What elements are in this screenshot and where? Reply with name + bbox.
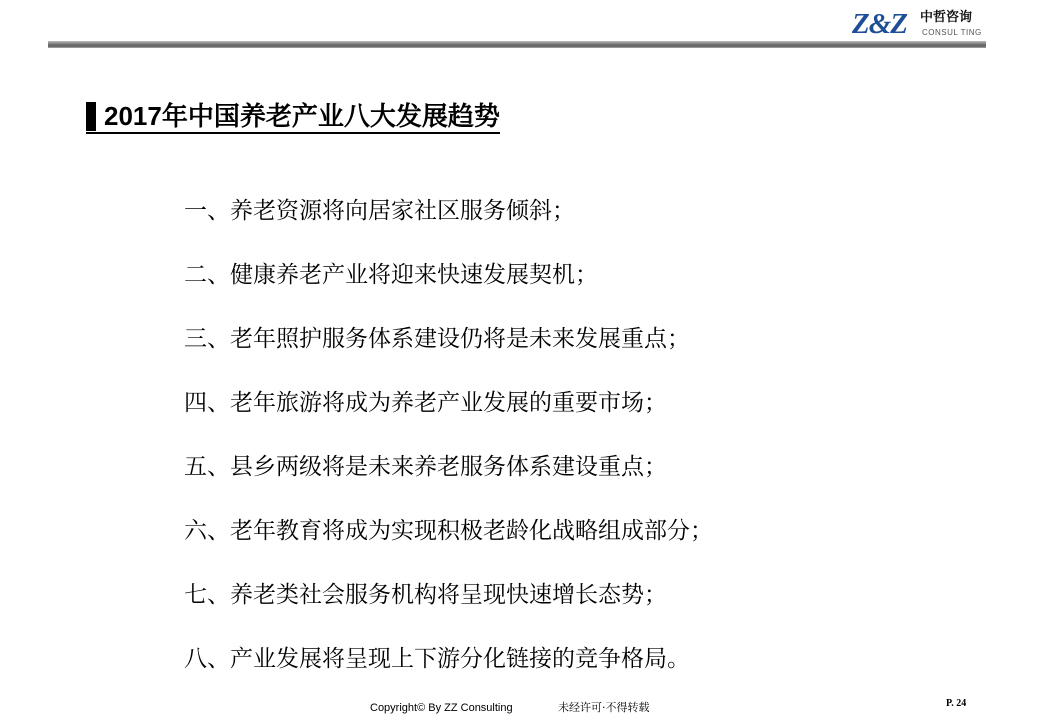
trend-item-6: 六、老年教育将成为实现积极老龄化战略组成部分； bbox=[184, 518, 713, 544]
trend-item-5: 五、县乡两级将是未来养老服务体系建设重点； bbox=[184, 454, 667, 480]
slide-title-text: 2017年中国养老产业八大发展趋势 bbox=[104, 101, 500, 131]
header-divider bbox=[48, 41, 986, 48]
logo-name-cn: 中哲咨询 bbox=[920, 10, 973, 25]
trend-item-4: 四、老年旅游将成为养老产业发展的重要市场； bbox=[184, 390, 667, 416]
company-logo bbox=[852, 8, 992, 40]
trend-item-2: 二、健康养老产业将迎来快速发展契机； bbox=[184, 262, 598, 288]
footer-notice: 未经许可·不得转载 bbox=[558, 701, 650, 714]
trend-item-7: 七、养老类社会服务机构将呈现快速增长态势； bbox=[184, 582, 667, 608]
slide-title bbox=[86, 100, 500, 134]
trend-item-8: 八、产业发展将呈现上下游分化链接的竞争格局。 bbox=[184, 646, 690, 672]
logo-mark: Z&Z bbox=[852, 8, 907, 40]
trend-list bbox=[184, 179, 713, 691]
trend-item-1: 一、养老资源将向居家社区服务倾斜； bbox=[184, 198, 575, 224]
footer-copyright: Copyright© By ZZ Consulting bbox=[370, 702, 513, 714]
page-number: P. 24 bbox=[946, 698, 967, 709]
trend-item-3: 三、老年照护服务体系建设仍将是未来发展重点； bbox=[184, 326, 690, 352]
logo-name-en: CONSUL TING bbox=[922, 28, 982, 37]
title-marker-bar bbox=[86, 102, 96, 131]
